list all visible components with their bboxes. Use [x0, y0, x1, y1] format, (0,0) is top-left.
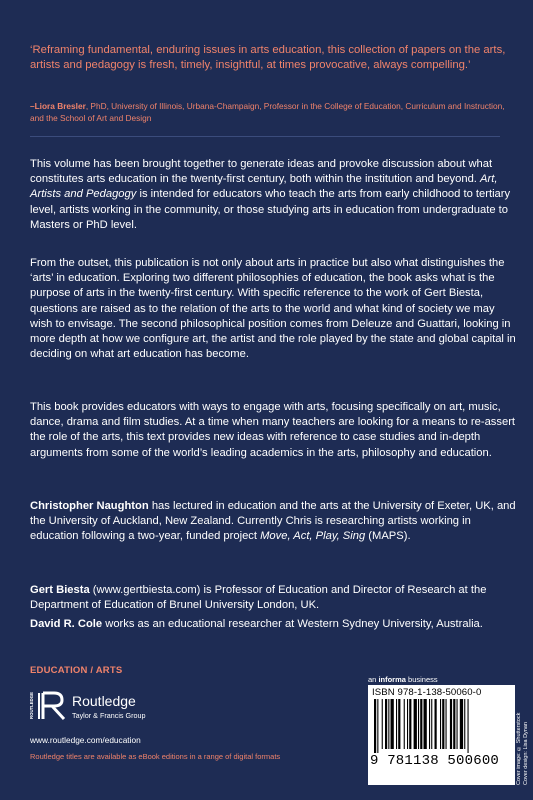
barcode-bar [404, 699, 405, 749]
barcode-bars-icon [372, 699, 511, 753]
barcode-bar [468, 699, 469, 753]
book-title-inline: Art, Artists and Pedagogy [30, 173, 498, 201]
logo-side-text: ROUTLEDGE [29, 692, 34, 719]
author-bio: works as an educational researcher at Western Sydney University, Australia. [102, 618, 483, 630]
barcode-bar [460, 699, 463, 749]
barcode-bar [446, 699, 447, 749]
author-name: Gert Biesta [30, 584, 90, 596]
publisher-url[interactable]: www.routledge.com/education [30, 735, 141, 745]
publisher-name: Routledge [72, 693, 136, 709]
informa-suffix: business [405, 675, 438, 684]
barcode-bar [435, 699, 437, 749]
description-paragraph-1 [30, 157, 520, 233]
quote-text: ‘Reframing fundamental, enduring issues in arts education, this collection of papers on the arts, artists and pedagogy is fresh, timely, insightful, at times provocative, always compelling.’ [30, 44, 506, 72]
p1-end: is intended for educators who teach the arts from early childhood to tertiary level, artists working in the community, or those studying arts in education from undergraduate to Masters or PhD level. [30, 188, 511, 231]
informa-tagline [368, 675, 438, 684]
author-bio-end: (MAPS). [365, 530, 411, 543]
barcode-bar [377, 699, 378, 753]
quote-attribution [30, 100, 508, 124]
ebook-note: Routledge titles are available as eBook editions in a range of digital formats [30, 752, 281, 761]
barcode-bar [453, 699, 455, 749]
quote-author: –Liora Bresler [30, 101, 86, 111]
quote-author-detail: , PhD, University of Illinois, Urbana-Champaign, Professor in the College of Education, Curriculum and Instruction, and the School of Art and Design [30, 101, 505, 123]
project-title: Move, Act, Play, Sing [260, 530, 366, 543]
author-name: David R. Cole [30, 618, 103, 630]
credit-line-2: Cover design: Lisa Dynan [523, 722, 529, 785]
barcode-bar [385, 699, 387, 749]
barcode-bar [391, 699, 394, 749]
routledge-logo-icon [30, 692, 70, 720]
barcode-digits: 9 781138 500600 [370, 753, 500, 769]
barcode-bar [464, 699, 465, 749]
barcode-bar [374, 699, 376, 753]
subject-category: EDUCATION / ARTS [30, 665, 123, 676]
barcode-bar [398, 699, 400, 749]
informa-brand: informa [378, 675, 406, 684]
barcode-bar [407, 699, 408, 749]
barcode-bar [429, 699, 430, 749]
author-bio-biesta [30, 583, 520, 613]
barcode-bar [442, 699, 444, 749]
barcode-bar [420, 699, 422, 749]
publisher-subtitle: Taylor & Francis Group [72, 711, 146, 720]
divider [30, 136, 500, 137]
publisher-logo [30, 690, 280, 726]
credit-line-1: Cover image: © Shutterstock [516, 712, 522, 785]
p1-start: This volume has been brought together to generate ideas and provoke discussion about what constitutes arts education in the twenty-first century, both within the institution and beyond. [30, 158, 493, 186]
barcode-bar [388, 699, 389, 749]
review-quote [30, 43, 508, 73]
barcode-bar [409, 699, 411, 749]
description-paragraph-3: This book provides educators with ways to engage with arts, focusing specifically on art, music, dance, drama and film studies. At a time when many teachers are looking for a means to re-assert the role of the arts, this text provides new ideas with reference to case studies and in-depth arguments from some of the world’s leading academics in the arts, philosophy and education. [30, 401, 516, 459]
author-name: Christopher Naughton [30, 500, 149, 512]
author-bio-naughton [30, 499, 520, 545]
informa-prefix: an [368, 675, 379, 684]
barcode-bar [457, 699, 458, 749]
author-bio: has lectured in education and the arts at the University of Exeter, UK, and the University of Auckland, New Zealand. Currently Chris is researching artists working in education following a two-year, funded project [30, 500, 516, 543]
barcode-bar [450, 699, 452, 749]
barcode [368, 685, 515, 785]
barcode-bar [431, 699, 432, 749]
barcode-bar [418, 699, 419, 749]
barcode-bar [382, 699, 383, 749]
description-paragraph-2: From the outset, this publication is not only about arts in practice but also what distinguishes the ‘arts’ in education. Exploring two different philosophies of education, the book asks what is the purpose of arts in the twenty-first century. With specific reference to the work of Gert Biesta, questions are raised as to the relation of the arts to the world and what kind of society we may wish to envisage. The second philosophical position comes from Deleuze and Guattari, looking in more depth at how we configure art, the artist and the role played by the state and global capital in deciding on what art education has become. [30, 257, 516, 361]
cover-credits [516, 695, 530, 785]
barcode-bar [414, 699, 417, 749]
barcode-bar [424, 699, 427, 749]
barcode-bar [440, 699, 441, 749]
author-bio: (www.gertbiesta.com) is Professor of Education and Director of Research at the Department of Education of Brunel University London, UK. [30, 584, 487, 612]
author-bio-cole [30, 617, 520, 632]
barcode-bar [396, 699, 397, 749]
isbn-text: ISBN 978-1-138-50060-0 [372, 687, 482, 698]
